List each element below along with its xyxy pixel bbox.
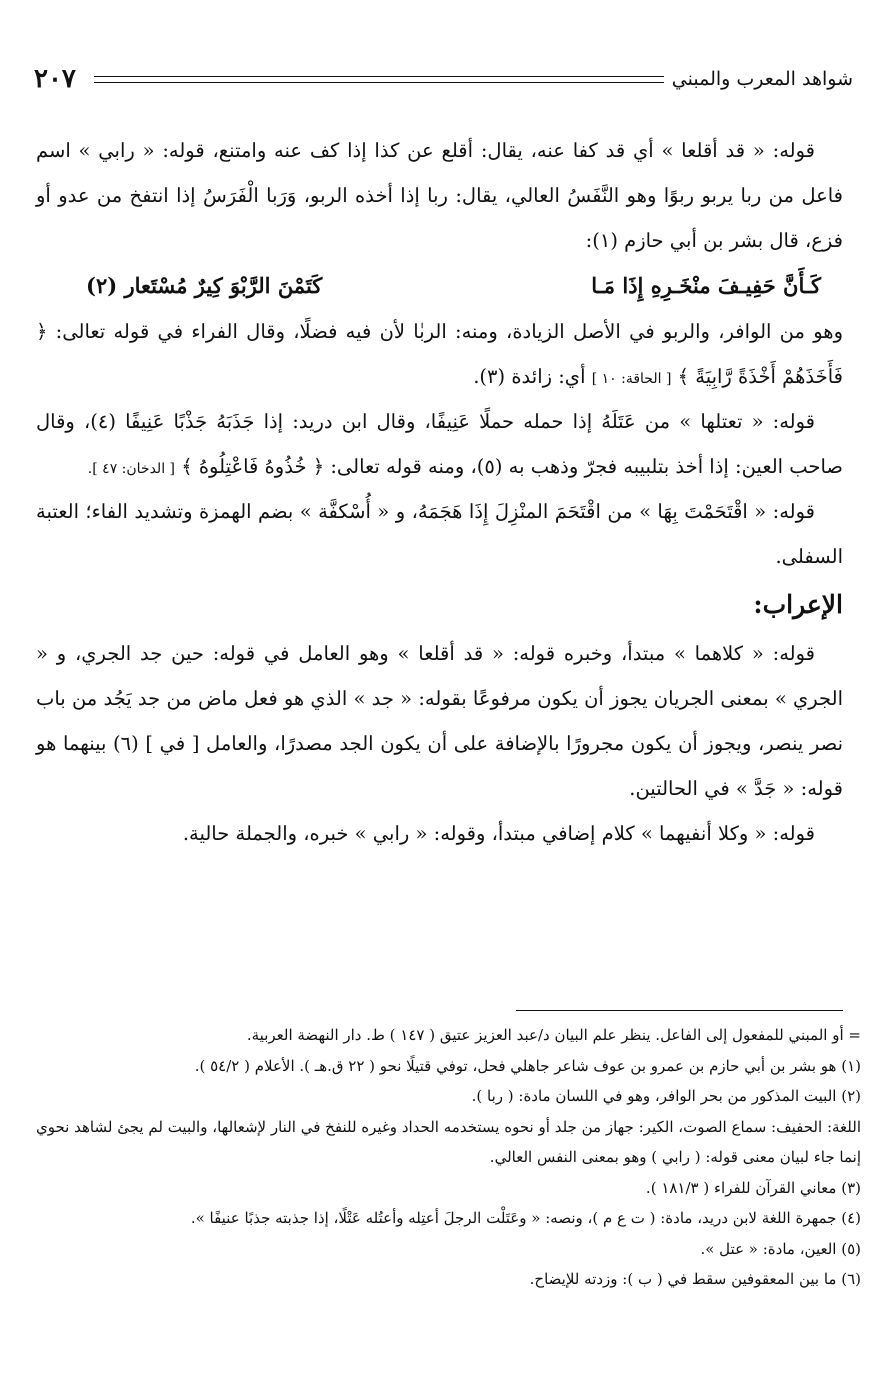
paragraph-rabw-text: وهو من الوافر، والربو في الأصل الزيادة، ومنه: الربٰا لأن فيه فضلًا، وقال الفراء في قوله تعالى: ﴿ فَأَخَذَهُمْ أَخْذَةً رَّابِيَةً ﴾ bbox=[36, 320, 843, 388]
verse-first-hemistich: كَـأَنَّ حَفِيـفَ منْخَـرِهِ إِذَا مَـا bbox=[591, 273, 821, 298]
footnote-1: (١) هو بشر بن أبي حازم بن عمرو بن عوف شاعر جاهلي فحل، توفي قتيلًا نحو ( ٢٢ ق.هـ ). الأعلام ( ٥٤/٢ ). bbox=[194, 1056, 861, 1075]
page-number: ٢٠٧ bbox=[34, 64, 76, 94]
footnote-6: (٦) ما بين المعقوفين سقط في ( ب ): وزدته للإيضاح. bbox=[529, 1270, 861, 1288]
paragraph-tatiluha-text: قوله: « تعتلها » من عَتَلَهُ إذا حمله حملًا عَنِيفًا، وقال ابن دريد: إذا جَذَبَهُ جَذْبًا عَنِيفًا (٤)، وقال صاحب العين: إذا أخذ بتلبيبه فجرّ وذهب به (٥)، ومنه قوله تعالى: ﴿ خُذُوهُ فَاعْتِلُوهُ ﴾ bbox=[36, 410, 843, 478]
paragraph-rabw-tail: أي: زائدة (٣). bbox=[473, 365, 586, 388]
section-heading-irab: الإعراب: bbox=[753, 590, 843, 619]
main-text bbox=[36, 128, 843, 856]
footnote-5: (٥) العين، مادة: « عتل ». bbox=[700, 1239, 861, 1258]
paragraph-rabw bbox=[36, 309, 843, 399]
header-rule bbox=[94, 76, 664, 83]
poetry-verse bbox=[36, 263, 843, 309]
footnote-3: (٣) معاني القرآن للفراء ( ١٨١/٣ ). bbox=[645, 1178, 861, 1197]
paragraph-tatiluha bbox=[36, 399, 843, 489]
quran-citation-dukhan: [ الدخان: ٤٧ ]. bbox=[87, 461, 176, 477]
paragraph-anfayhima: قوله: « وكلا أنفيهما » كلام إضافي مبتدأ، وقوله: « رابي » خبره، والجملة حالية. bbox=[182, 822, 815, 845]
footnote-2-language: اللغة: الحفيف: سماع الصوت، الكير: جهاز من جلد أو نحوه يستخدمه الحداد وغيره للنفخ في النار لإشعالها، والبيت لم يجئ لشاهد نحوي إنما جاء لبيان معنى قوله: ( رابي ) وهو بمعنى النفس العالي. bbox=[36, 1117, 861, 1166]
quran-citation-haqqa: [ الحاقة: ١٠ ] bbox=[591, 371, 672, 387]
footnote-separator bbox=[516, 1010, 843, 1011]
paragraph-iqtahamt: قوله: « اقْتَحَمْتَ بِهَا » من اقْتَحَمَ المنْزِلَ إِذَا هَجَمَهُ، و « أُسْكفَّة » بضم الهمزة وتشديد الفاء؛ العتبة السفلى. bbox=[36, 500, 843, 568]
verse-second-hemistich: كَتَمْنَ الرَّبْوَ كِيرٌ مُسْتَعار (٢) bbox=[86, 273, 323, 298]
paragraph-aqla: قوله: « قد أقلعا » أي قد كفا عنه، يقال: أقلع عن كذا إذا كف عنه وامتنع، قوله: « رابي » اسم فاعل من ربا يربو ربوًا وهو النَّفَسُ العالي، يقال: ربا إذا أخذه الربو، وَرَبا الْفَرَسُ إذا انتفخ من عدو أو فزع، قال بشر بن أبي حازم (١): bbox=[36, 139, 843, 252]
footnotes bbox=[36, 1020, 861, 1295]
footnote-4: (٤) جمهرة اللغة لابن دريد، مادة: ( ت ع م )، ونصه: « وعَتَلْت الرجلَ أعتِله وأعتُله عَتْلًا، إذا جذبته جذبًا عنيفًا ». bbox=[190, 1209, 861, 1227]
footnote-continuation: = أو المبني للمفعول إلى الفاعل. ينظر علم البيان د/عبد العزيز عتيق ( ١٤٧ ) ط. دار النهضة العربية. bbox=[36, 1020, 861, 1051]
footnote-2: (٢) البيت المذكور من بحر الوافر، وهو في اللسان مادة: ( ربا ). bbox=[471, 1087, 861, 1105]
running-title: شواهد المعرب والمبني bbox=[671, 68, 853, 90]
page-header bbox=[34, 58, 853, 100]
paragraph-kilahuma: قوله: « كلاهما » مبتدأ، وخبره قوله: « قد أقلعا » وهو العامل في قوله: حين جد الجري، و « الجري » بمعنى الجريان يجوز أن يكون مرفوعًا بقوله: « جد » الذي هو فعل ماض من جد يَجُد من باب نصر ينصر، ويجوز أن يكون مجرورًا بالإضافة على أن يكون الجد مصدرًا، والعامل [ في ] (٦) بينهما هو قوله: « جَدَّ » في الحالتين. bbox=[36, 642, 843, 800]
